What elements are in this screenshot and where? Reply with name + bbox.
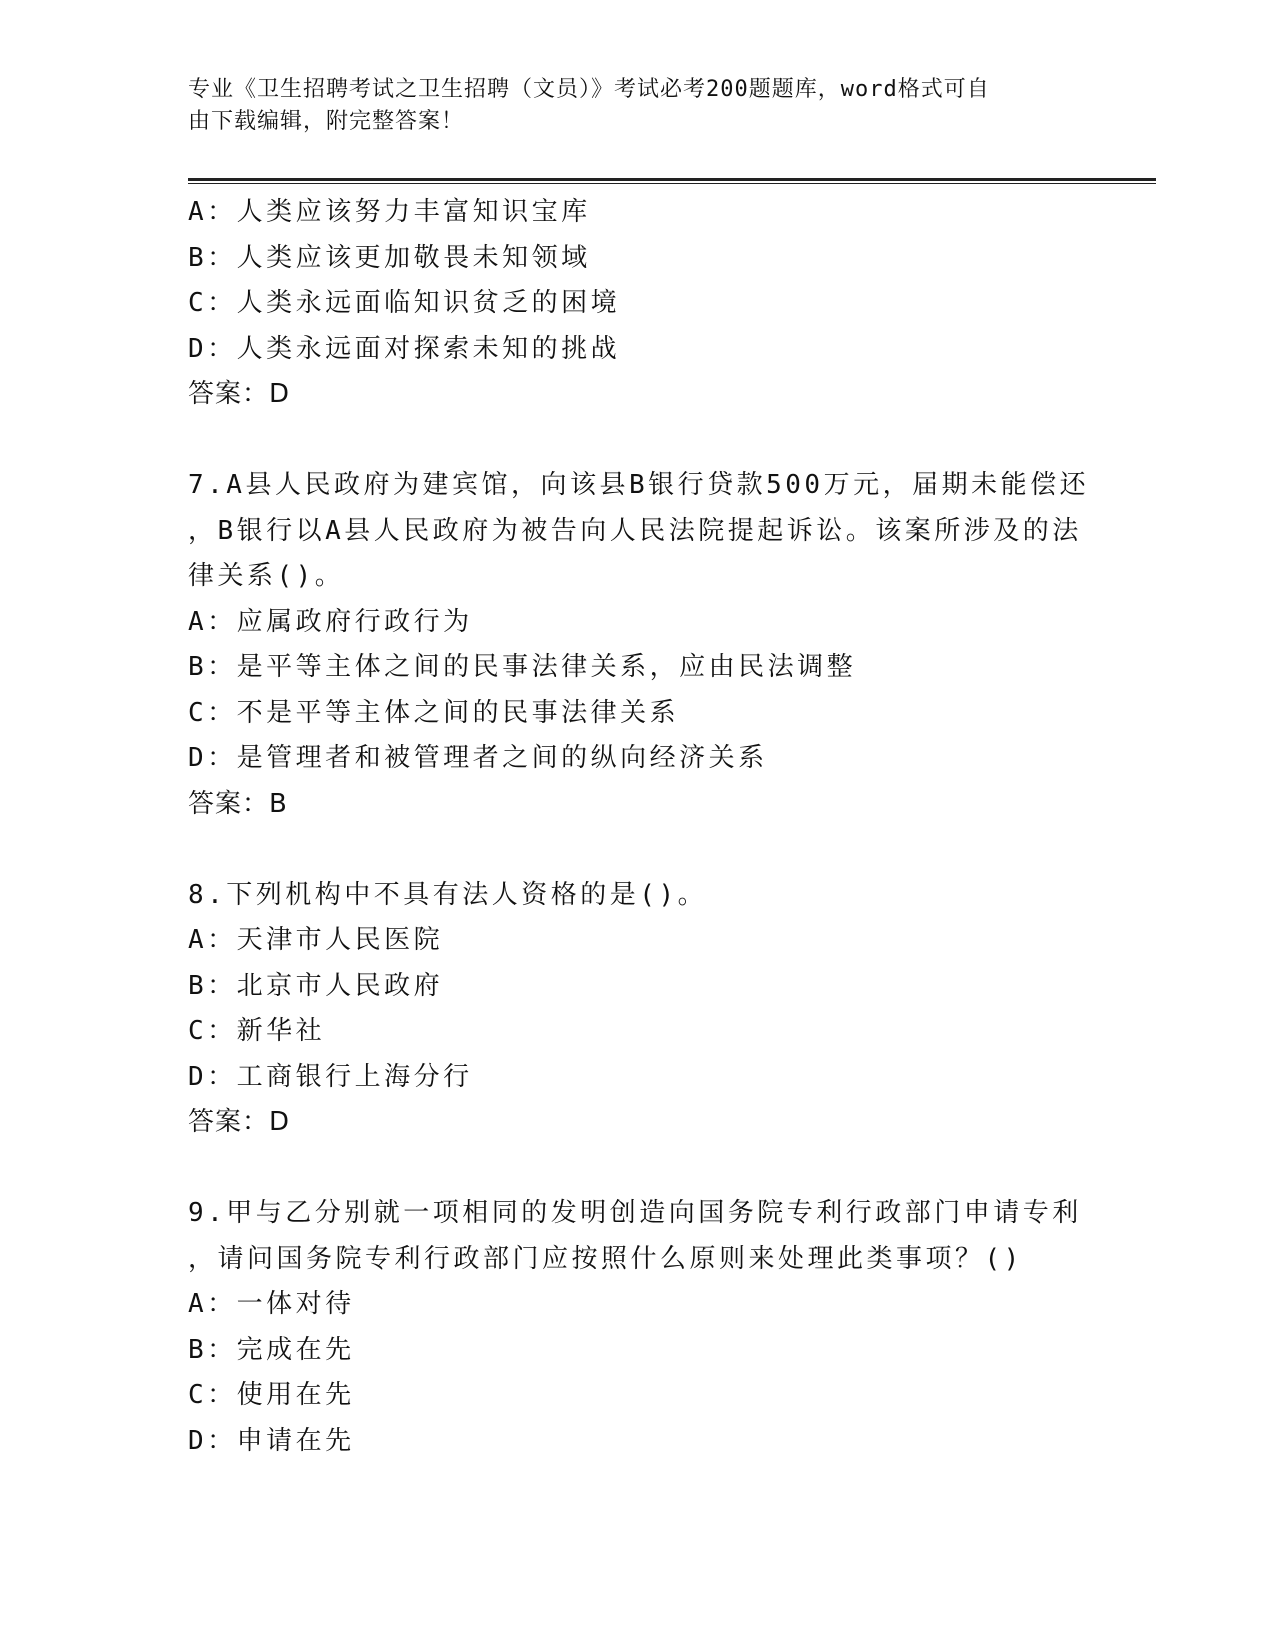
- option-d: D：人类永远面对探索未知的挑战: [188, 333, 621, 364]
- question-8: [188, 873, 1108, 1146]
- spacer: [188, 418, 1108, 464]
- option-a: A：一体对待: [188, 1289, 355, 1319]
- option-a: A：人类应该努力丰富知识宝库: [188, 197, 591, 227]
- option-b: B：人类应该更加敬畏未知领域: [188, 242, 591, 273]
- header-divider-thick: [188, 178, 1156, 181]
- question-9: [188, 1191, 1108, 1464]
- option-c: C：人类永远面临知识贫乏的困境: [188, 288, 621, 318]
- question-stem-line: 9.甲与乙分别就一项相同的发明创造向国务院专利行政部门申请专利: [188, 1198, 1082, 1228]
- option-a: A：应属政府行政行为: [188, 606, 473, 637]
- option-d: D：申请在先: [188, 1425, 355, 1456]
- spacer: [188, 827, 1108, 873]
- option-c: C：使用在先: [188, 1380, 355, 1410]
- question-7: [188, 463, 1108, 827]
- option-d: D：是管理者和被管理者之间的纵向经济关系: [188, 743, 768, 773]
- question-stem-line: ，B银行以A县人民政府为被告向人民法院提起诉讼。该案所涉及的法: [188, 515, 1082, 546]
- header-line-2: 由下载编辑，附完整答案！: [188, 109, 465, 134]
- option-c: C：新华社: [188, 1016, 326, 1046]
- header-line-1: 专业《卫生招聘考试之卫生招聘（文员）》考试必考200题题库，word格式可自: [188, 77, 990, 102]
- spacer: [188, 1146, 1108, 1192]
- question-list: [188, 190, 1108, 1464]
- question-stem-line: ，请问国务院专利行政部门应按照什么原则来处理此类事项？(): [188, 1243, 1023, 1274]
- option-b: B：北京市人民政府: [188, 970, 444, 1001]
- question-stem-line: 律关系()。: [188, 561, 345, 591]
- answer-line: 答案：D: [188, 379, 291, 409]
- option-d: D：工商银行上海分行: [188, 1061, 473, 1092]
- question-6: [188, 190, 1108, 418]
- question-stem-line: 7.A县人民政府为建宾馆，向该县B银行贷款500万元，届期未能偿还: [188, 470, 1090, 500]
- option-c: C：不是平等主体之间的民事法律关系: [188, 697, 680, 728]
- question-stem-line: 8.下列机构中不具有法人资格的是()。: [188, 879, 708, 910]
- header-divider-thin: [188, 183, 1156, 184]
- option-a: A：天津市人民医院: [188, 925, 444, 955]
- answer-line: 答案：D: [188, 1107, 291, 1137]
- document-header: [188, 74, 1088, 138]
- option-b: B：完成在先: [188, 1334, 355, 1365]
- answer-line: 答案：B: [188, 788, 288, 819]
- option-b: B：是平等主体之间的民事法律关系，应由民法调整: [188, 652, 857, 682]
